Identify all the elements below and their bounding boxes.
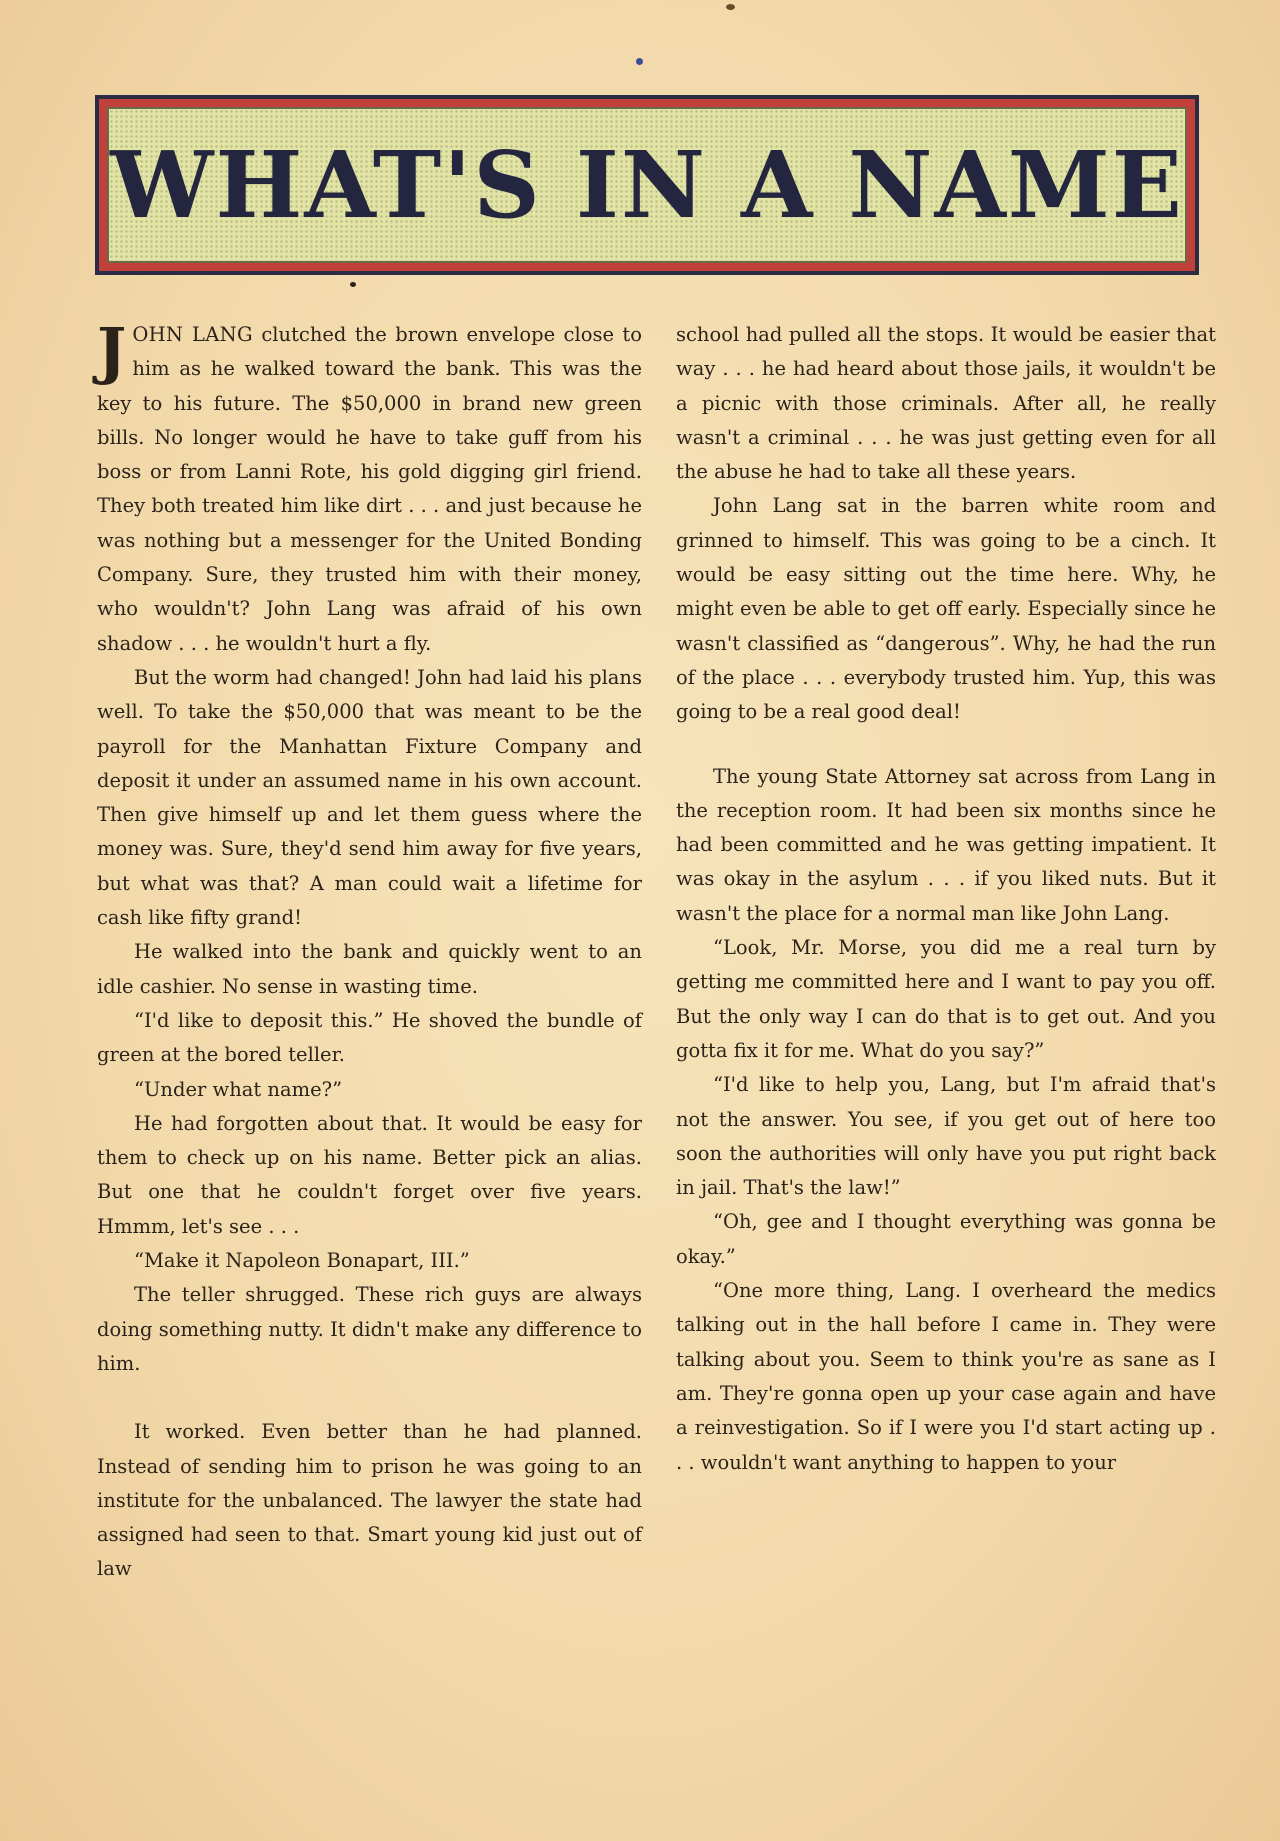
paragraph: “Make it Napoleon Bonapart, III.”: [134, 1249, 470, 1273]
text-column-left: [97, 314, 643, 1587]
paragraph: “Under what name?”: [134, 1077, 343, 1101]
lead-in: OHN LANG: [132, 323, 253, 346]
ink-speck: [636, 58, 643, 65]
paragraph: “One more thing, Lang. I overheard the medics talking out in the hall before I came in. They were talking about you. Seem to think you're as sane as I am. They're gonna open up your case again and have a reinvestigation. So if I were you I'd start acting up . . . wouldn't want anything to happen to your: [676, 1279, 1216, 1474]
paragraph: [97, 314, 643, 661]
paragraph: school had pulled all the stops. It would be easier that way . . . he had heard about those jails, it wouldn't be a picnic with those criminals. After all, he really wasn't a criminal . . . he was just getting even for all the abuse he had to take all these years.: [676, 323, 1216, 484]
paragraph-text: clutched the brown envelope close to him as he walked toward the bank. This was the key to his future. The $50,000 in brand new green bills. No longer would he have to take guff from his boss or from Lanni Rote, his gold digging girl friend. They both treated him like dirt . . . and just because he was nothing but a messenger for the United Bonding Company. Sure, they trusted him with their money, who wouldn't? John Lang was afraid of his own shadow . . . he wouldn't hurt a fly.: [97, 323, 643, 655]
paragraph: It worked. Even better than he had planned. Instead of sending him to prison he was going to an institute for the unbalanced. The lawyer the state had assigned had seen to that. Smart young kid just out of law: [97, 1420, 642, 1581]
paragraph: “I'd like to help you, Lang, but I'm afraid that's not the answer. You see, if you get out of here too soon the authorities will only have you put right back in jail. That's the law!”: [676, 1073, 1216, 1200]
paragraph: “I'd like to deposit this.” He shoved the bundle of green at the bored teller.: [97, 1008, 642, 1067]
paragraph: He walked into the bank and quickly went to an idle cashier. No sense in wasting time.: [97, 940, 642, 998]
paragraph: He had forgotten about that. It would be easy for them to check up on his name. Better pick an alias. But one that he couldn't forget over five years. Hmmm, let's see . . .: [97, 1111, 642, 1238]
title-banner: [95, 95, 1199, 275]
paragraph: The teller shrugged. These rich guys are always doing something nutty. It didn't make any difference to him.: [97, 1283, 642, 1375]
paragraph: But the worm had changed! John had laid his plans well. To take the $50,000 that was meant to be the payroll for the Manhattan Fixture Company and deposit it under an assumed name in his own account. Then give himself up and let them guess where the money was. Sure, they'd send him away for five years, but what was that? A man could wait a lifetime for cash like fifty grand!: [97, 665, 642, 930]
page-title: WHAT'S IN A NAME: [110, 131, 1184, 239]
drop-cap: J: [97, 314, 127, 387]
paragraph: The young State Attorney sat across from Lang in the reception room. It had been six months since he had been committed and he was getting impatient. It was okay in the asylum . . . if you liked nuts. But it wasn't the place for a normal man like John Lang.: [676, 764, 1216, 925]
paragraph: “Oh, gee and I thought everything was gonna be okay.”: [676, 1210, 1216, 1268]
text-column-right: [676, 318, 1216, 1480]
paragraph: John Lang sat in the barren white room and grinned to himself. This was going to be a cinch. It would be easy sitting out the time here. Why, he might even be able to get off early. Especially since he wasn't classified as “dangerous”. Why, he had the run of the place . . . everybody trusted him. Yup, this was going to be a real good deal!: [676, 494, 1216, 724]
paragraph: “Look, Mr. Morse, you did me a real turn by getting me committed here and I want to pay you off. But the only way I can do that is to get out. And you gotta fix it for me. What do you say?”: [676, 936, 1216, 1062]
ink-speck: [726, 4, 735, 10]
title-banner-inner: [107, 107, 1187, 263]
ink-speck: [350, 282, 356, 287]
